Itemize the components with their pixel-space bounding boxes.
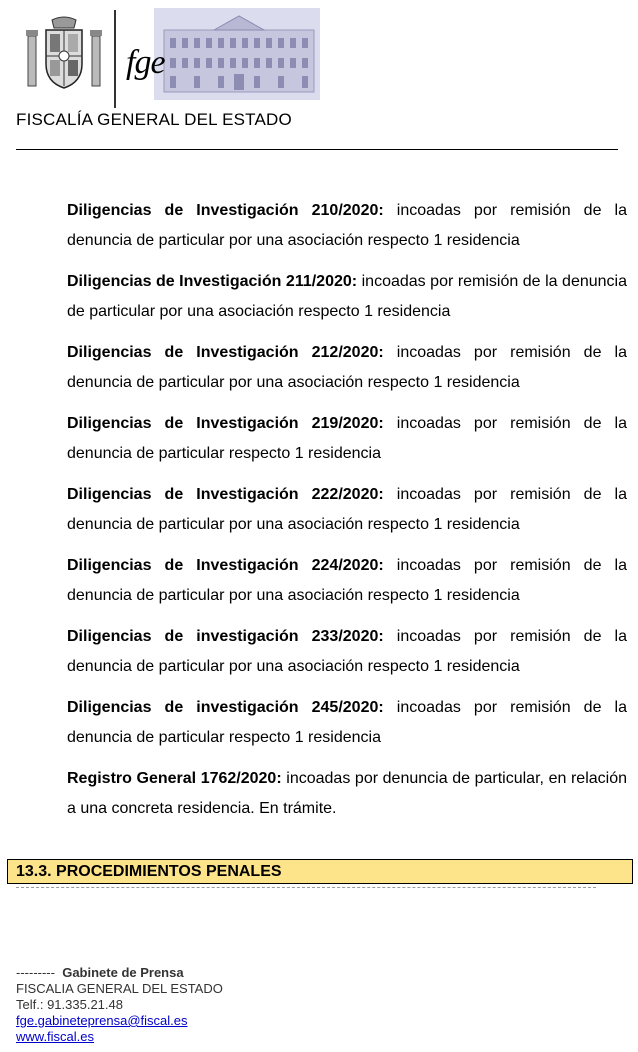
list-item	[67, 551, 627, 610]
footer-dept: Gabinete de Prensa	[62, 965, 184, 980]
header-divider	[114, 10, 116, 108]
entry-title: Diligencias de Investigación 219/2020:	[67, 415, 384, 432]
entry-title: Diligencias de investigación 233/2020:	[67, 628, 384, 645]
entry-title: Diligencias de Investigación 222/2020:	[67, 486, 384, 503]
entry-title: Diligencias de Investigación 211/2020:	[67, 273, 358, 290]
list-item	[67, 409, 627, 468]
section-title: 13.3. PROCEDIMIENTOS PENALES	[16, 863, 282, 880]
footer-phone: Telf.: 91.335.21.48	[16, 997, 123, 1012]
entry-title: Diligencias de Investigación 212/2020:	[67, 344, 384, 361]
entries-list	[67, 196, 627, 835]
footer-dashes: ---------	[16, 965, 55, 980]
entry-text: incoadas por denuncia de particular, en relación a una concreta residencia. En trámite.	[67, 770, 627, 817]
header-rule	[16, 149, 618, 150]
footer-title	[16, 965, 223, 981]
footer-org: FISCALIA GENERAL DEL ESTADO	[16, 981, 223, 996]
entry-text: incoadas por remisión de la denuncia de particular por una asociación respecto 1 residencia	[67, 344, 627, 391]
entry-text: incoadas por remisión de la denuncia de particular por una asociación respecto 1 residencia	[67, 273, 627, 320]
list-item	[67, 338, 627, 397]
entry-title: Diligencias de Investigación 210/2020:	[67, 202, 384, 219]
coat-of-arms-icon	[24, 16, 104, 94]
entry-text: incoadas por remisión de la denuncia de particular respecto 1 residencia	[67, 415, 627, 462]
list-item	[67, 693, 627, 752]
section-header	[7, 859, 633, 884]
list-item	[67, 196, 627, 255]
list-item	[67, 764, 627, 823]
entry-text: incoadas por remisión de la denuncia de particular por una asociación respecto 1 residencia	[67, 628, 627, 675]
organization-name: FISCALÍA GENERAL DEL ESTADO	[16, 110, 292, 129]
entry-title: Diligencias de Investigación 224/2020:	[67, 557, 384, 574]
entry-text: incoadas por remisión de la denuncia de particular por una asociación respecto 1 residencia	[67, 486, 627, 533]
entry-title: Diligencias de investigación 245/2020:	[67, 699, 384, 716]
document-header	[0, 0, 638, 160]
footer-email-link[interactable]: fge.gabineteprensa@fiscal.es	[16, 1013, 188, 1028]
entry-title: Registro General 1762/2020:	[67, 770, 282, 787]
list-item	[67, 622, 627, 681]
entry-text: incoadas por remisión de la denuncia de particular por una asociación respecto 1 residencia	[67, 557, 627, 604]
list-item	[67, 267, 627, 326]
fge-logo: fge	[126, 44, 165, 81]
entry-text: incoadas por remisión de la denuncia de particular por una asociación respecto 1 residencia	[67, 202, 627, 249]
entry-text: incoadas por remisión de la denuncia de particular respecto 1 residencia	[67, 699, 627, 746]
press-footer	[16, 965, 223, 1045]
list-item	[67, 480, 627, 539]
dashed-separator	[16, 887, 596, 889]
footer-website-link[interactable]: www.fiscal.es	[16, 1029, 95, 1044]
building-image	[154, 8, 320, 100]
